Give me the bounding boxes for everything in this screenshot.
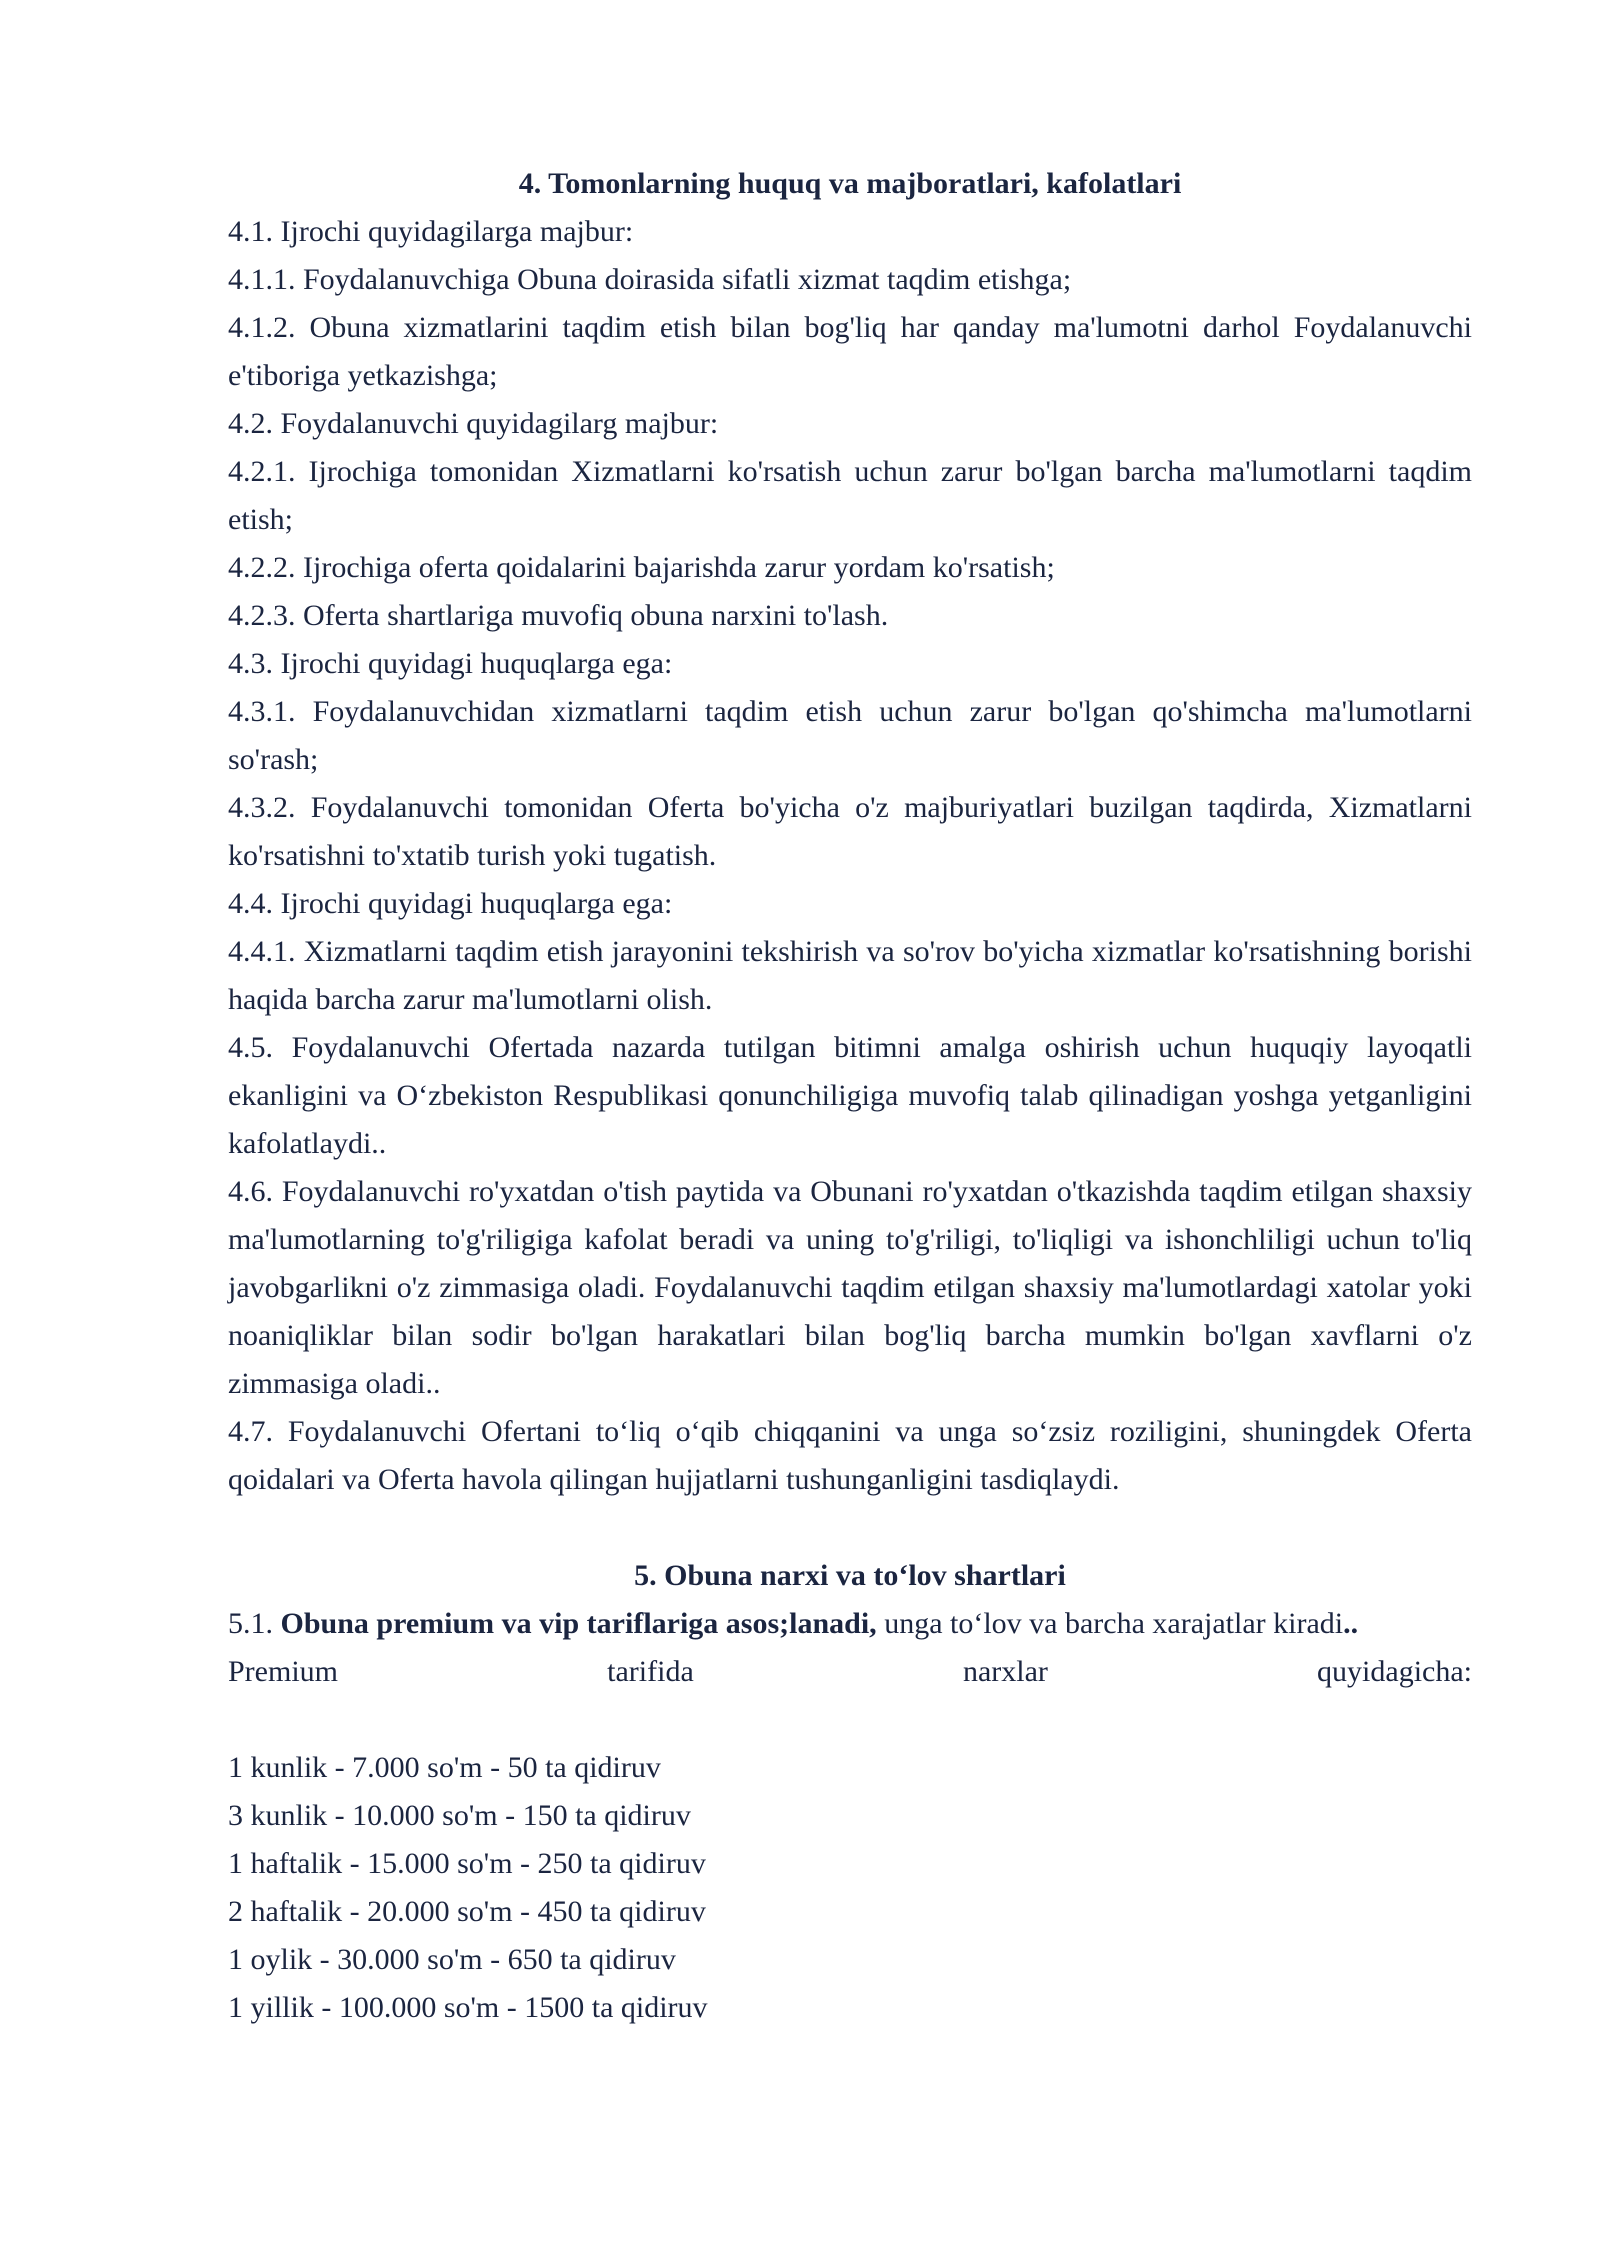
section-4-heading: 4. Tomonlarning huquq va majboratlari, kafolatlari: [518, 167, 1182, 200]
paragraph-4-3-1: 4.3.1. Foydalanuvchidan xizmatlarni taqdim etish uchun zarur bo'lgan qo'shimcha ma'lumotlarni so'rash;: [228, 695, 1472, 776]
paragraph-4-5: 4.5. Foydalanuvchi Ofertada nazarda tutilgan bitimni amalga oshirish uchun huquqiy layoqatli ekanligini va O‘zbekiston Respublikasi qonunchiligiga muvofiq talab qilinadigan yoshga yetganligini kafolatlaydi..: [228, 1031, 1472, 1160]
paragraph-4-3: 4.3. Ijrochi quyidagi huquqlarga ega:: [228, 647, 673, 680]
paragraph-4-2-1: 4.2.1. Ijrochiga tomonidan Xizmatlarni ko'rsatish uchun zarur bo'lgan barcha ma'lumotlarni taqdim etish;: [228, 455, 1472, 536]
section-5-heading: 5. Obuna narxi va to‘lov shartlari: [634, 1559, 1066, 1592]
price-item: 1 kunlik - 7.000 so'm - 50 ta qidiruv: [228, 1751, 661, 1784]
paragraph-5-1-end: ..: [1343, 1607, 1359, 1640]
paragraph-4-1-2: 4.1.2. Obuna xizmatlarini taqdim etish bilan bog'liq har qanday ma'lumotni darhol Foydalanuvchi e'tiboriga yetkazishga;: [228, 311, 1472, 392]
spacer: [228, 1696, 1472, 1744]
paragraph-5-1: [228, 1600, 1472, 1648]
price-item: 3 kunlik - 10.000 so'm - 150 ta qidiruv: [228, 1799, 691, 1832]
paragraph-4-7: 4.7. Foydalanuvchi Ofertani to‘liq o‘qib chiqqanini va unga so‘zsiz roziligini, shuningdek Oferta qoidalari va Oferta havola qilingan hujjatlarni tushunganligini tasdiqlaydi.: [228, 1415, 1472, 1496]
paragraph-5-1-text: unga to‘lov va barcha xarajatlar kiradi: [876, 1607, 1344, 1640]
paragraph-4-2-3: 4.2.3. Oferta shartlariga muvofiq obuna narxini to'lash.: [228, 599, 889, 632]
price-item: 2 haftalik - 20.000 so'm - 450 ta qidiruv: [228, 1895, 706, 1928]
paragraph-4-4: 4.4. Ijrochi quyidagi huquqlarga ega:: [228, 887, 673, 920]
paragraph-4-2-2: 4.2.2. Ijrochiga oferta qoidalarini bajarishda zarur yordam ko'rsatish;: [228, 551, 1055, 584]
premium-tariff-line: [228, 1648, 1472, 1696]
premium-word-4: quyidagicha:: [1317, 1655, 1472, 1688]
spacer: [228, 1504, 1472, 1552]
paragraph-4-1: 4.1. Ijrochi quyidagilarga majbur:: [228, 215, 634, 248]
price-item: 1 oylik - 30.000 so'm - 650 ta qidiruv: [228, 1943, 676, 1976]
price-item: 1 yillik - 100.000 so'm - 1500 ta qidiruv: [228, 1991, 708, 2024]
paragraph-4-1-1: 4.1.1. Foydalanuvchiga Obuna doirasida sifatli xizmat taqdim etishga;: [228, 263, 1072, 296]
premium-word-3: narxlar: [962, 1655, 1048, 1688]
price-list: [228, 1744, 1472, 2032]
paragraph-4-3-2: 4.3.2. Foydalanuvchi tomonidan Oferta bo'yicha o'z majburiyatlari buzilgan taqdirda, Xizmatlarni ko'rsatishni to'xtatib turish yoki tugatish.: [228, 791, 1472, 872]
premium-word-2: tarifida: [607, 1655, 694, 1688]
document-page: [228, 160, 1472, 2032]
paragraph-4-4-1: 4.4.1. Xizmatlarni taqdim etish jarayonini tekshirish va so'rov bo'yicha xizmatlar ko'rsatishning borishi haqida barcha zarur ma'lumotlarni olish.: [228, 935, 1472, 1016]
paragraph-5-1-bold: Obuna premium va vip tariflariga asos;lanadi,: [280, 1607, 877, 1640]
paragraph-4-6: 4.6. Foydalanuvchi ro'yxatdan o'tish paytida va Obunani ro'yxatdan o'tkazishda taqdim etilgan shaxsiy ma'lumotlarning to'g'riligiga kafolat beradi va uning to'g'riligi, to'liqligi va ishonchliligi uchun to'liq javobgarlikni o'z zimmasiga oladi. Foydalanuvchi taqdim etilgan shaxsiy ma'lumotlardagi xatolar yoki noaniqliklar bilan sodir bo'lgan harakatlari bilan bog'liq barcha mumkin bo'lgan xavflarni o'z zimmasiga oladi..: [228, 1175, 1472, 1400]
price-item: 1 haftalik - 15.000 so'm - 250 ta qidiruv: [228, 1847, 706, 1880]
paragraph-5-1-number: 5.1.: [228, 1607, 281, 1640]
paragraph-4-2: 4.2. Foydalanuvchi quyidagilarg majbur:: [228, 407, 719, 440]
premium-word-1: Premium: [228, 1655, 338, 1688]
